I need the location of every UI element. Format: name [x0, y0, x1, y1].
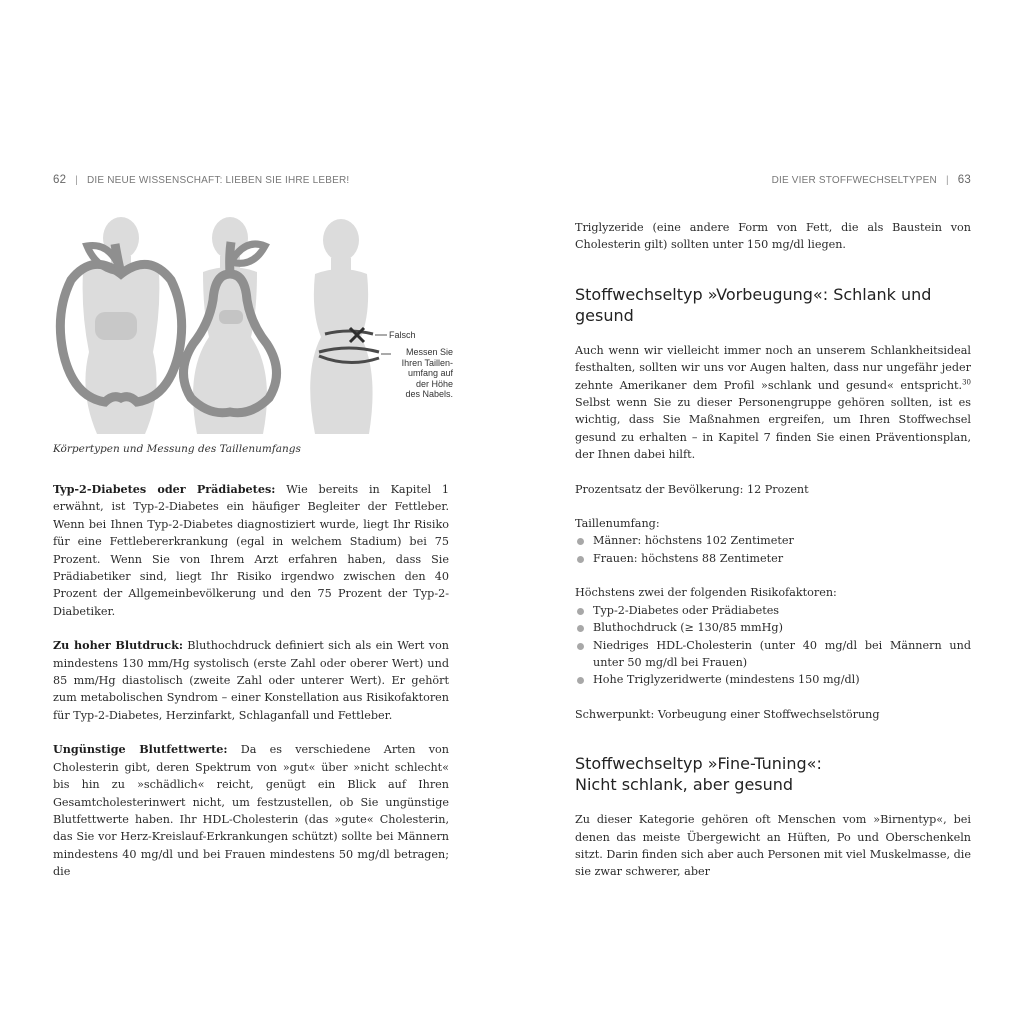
paragraph-body: Selbst wenn Sie zu dieser Personengruppe gehören sollten, ist es wichtig, dass Sie Maßnahmen ergreifen, um Ihren Stoffwechsel gesund zu erhalten – in Kapitel 7 finden Sie einen Präventionsplan, der Ihnen dabei hilft.: [575, 396, 971, 462]
heading-line: Nicht schlank, aber gesund: [575, 775, 794, 795]
list-item: Hohe Triglyzeridwerte (mindestens 150 mg/dl): [575, 671, 971, 688]
population-percentage: Prozentsatz der Bevölkerung: 12 Prozent: [575, 482, 809, 496]
label-wrong: Falsch: [389, 330, 416, 340]
body-type-figure: [53, 212, 453, 437]
paragraph-diabetes: [53, 481, 449, 620]
list-item: Niedriges HDL-Cholesterin (unter 40 mg/dl bei Männern und unter 50 mg/dl bei Frauen): [575, 637, 971, 672]
paragraph-body: Wie bereits in Kapitel 1 erwähnt, ist Typ-2-Diabetes ein häufiger Begleiter der Fettleber. Wenn bei Ihnen Typ-2-Diabetes diagnostiziert wurde, liegt Ihr Risiko für eine Fettlebererkrankung (egal in welchem Stadium) bei 75 Prozent. Wenn Sie von Ihrem Arzt erfahren haben, dass Sie Prädiabetiker sind, liegt Ihr Risiko irgendwo zwischen den 40 Prozent der Allgemeinbevölkerung und den 75 Prozent der Typ-2-Diabetiker.: [53, 483, 449, 618]
paragraph-fine-tuning: Zu dieser Kategorie gehören oft Menschen vom »Birnentyp«, bei denen das meiste Übergewicht an Hüften, Po und Oberschenkeln sitzt. Darin finden sich aber auch Personen mit viel Muskelmasse, die sie zwar schwerer, aber: [575, 813, 971, 879]
running-head-separator: |: [945, 175, 949, 186]
paragraph-body: Bluthochdruck definiert sich als ein Wert von mindestens 130 mm/Hg systolisch (erste Zahl oder oberer Wert) und 85 mm/Hg diastolisch (zweite Zahl oder unterer Wert). Er gehört zum metabolischen Syndrom – einer Konstellation aus Risikofaktoren für Typ-2-Diabetes, Herzinfarkt, Schlaganfall und Fettleber.: [53, 639, 449, 722]
waist-label: Taillenumfang:: [575, 517, 660, 531]
risk-label: Höchstens zwei der folgenden Risikofaktoren:: [575, 586, 837, 600]
measuring-body-figure: [310, 219, 372, 434]
label-measure-note: [391, 347, 453, 400]
running-head-right-title: DIE VIER STOFFWECHSELTYPEN: [771, 175, 937, 186]
running-head-separator: |: [75, 175, 79, 186]
paragraph-body: Auch wenn wir vielleicht immer noch an unserem Schlankheitsideal festhalten, sollten wir uns vor Augen halten, dass nur ungefähr jeder zehnte Amerikaner dem Profil »schlank und gesund« entspricht.: [575, 343, 971, 392]
paragraph-lead: Zu hoher Blutdruck:: [53, 638, 183, 653]
page-number-right: 63: [957, 174, 971, 186]
paragraph-body: Da es verschiedene Arten von Cholesterin gibt, deren Spektrum von »gut« über »nicht schlecht« bis hin zu »schädlich« reicht, genügt ein Blick auf Ihren Gesamtcholesterinwert nicht, um festzustellen, ob Sie ungünstige Blutfettwerte haben. Ihr HDL-Cholesterin (das »gute« Cholesterin, das Sie vor Herz-Kreislauf-Erkrankungen schützt) sollte bei Männern mindestens 40 mg/dl und bei Frauen mindestens 50 mg/dl betragen; die: [53, 743, 449, 879]
heading-line: Stoffwechseltyp »Fine-Tuning«:: [575, 754, 822, 774]
body-type-illustration: [53, 212, 453, 437]
running-head-right: [772, 174, 971, 186]
list-item: Typ-2-Diabetes oder Prädiabetes: [575, 602, 971, 619]
footnote-ref: 30: [962, 377, 971, 386]
focus-line: Schwerpunkt: Vorbeugung einer Stoffwechselstörung: [575, 707, 880, 721]
paragraph-triglycerides: Triglyzeride (eine andere Form von Fett, die als Baustein von Cholesterin gilt) sollten unter 150 mg/dl liegen.: [575, 221, 971, 252]
list-item: Bluthochdruck (≥ 130/85 mmHg): [575, 619, 971, 636]
paragraph-lead: Typ-2-Diabetes oder Prädiabetes:: [53, 482, 276, 496]
running-head-left: [53, 174, 349, 186]
list-item: Frauen: höchstens 88 Zentimeter: [575, 550, 971, 567]
right-column-text: [575, 219, 971, 898]
left-column-text: [53, 481, 449, 898]
list-item: Männer: höchstens 102 Zentimeter: [575, 532, 971, 549]
waist-list: [575, 532, 971, 567]
risk-list: [575, 602, 971, 689]
paragraph-blood-pressure: [53, 637, 449, 724]
label-measure-line: umfang auf: [407, 368, 453, 378]
label-measure-line: Ihren Taillen-: [401, 357, 453, 368]
figure-caption: Körpertypen und Messung des Taillenumfangs: [53, 443, 301, 455]
paragraph-lead: Ungünstige Blutfettwerte:: [53, 742, 228, 757]
label-measure-line: Messen Sie: [405, 347, 453, 357]
paragraph-blood-lipids: [53, 741, 449, 880]
label-measure-line: des Nabels.: [405, 389, 453, 399]
running-head-left-title: DIE NEUE WISSENSCHAFT: LIEBEN SIE IHRE LEBER!: [87, 175, 350, 186]
paragraph-prevention: [575, 342, 971, 464]
page-number-left: 62: [53, 174, 67, 186]
section-heading-prevention: Stoffwechseltyp »Vorbeugung«: Schlank und gesund: [575, 284, 932, 325]
section-heading-fine-tuning: [575, 753, 971, 795]
label-measure-line: der Höhe: [415, 378, 453, 389]
